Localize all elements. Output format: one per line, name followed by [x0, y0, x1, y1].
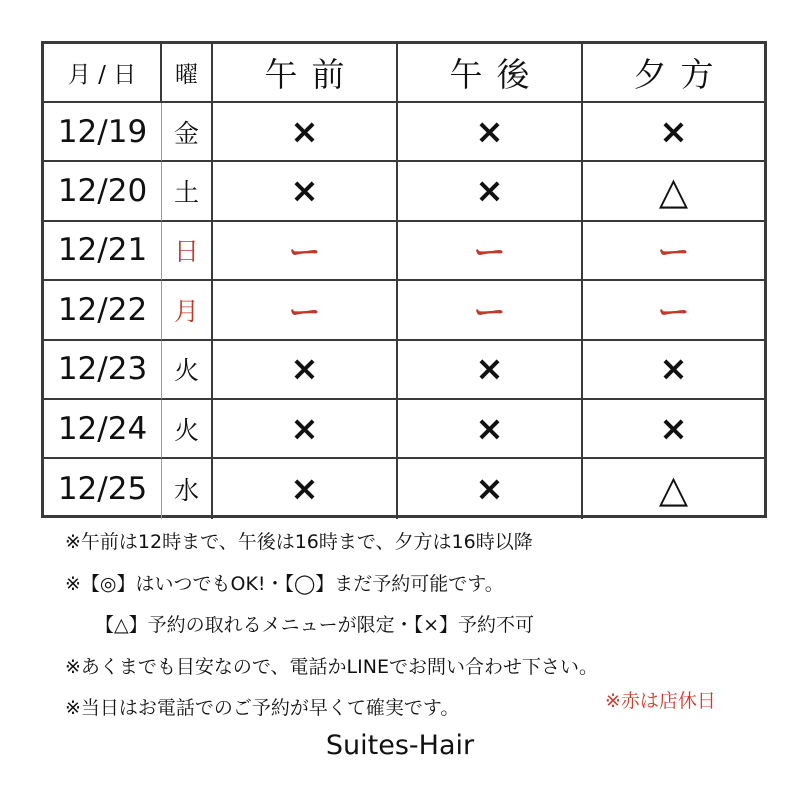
afternoon-availability: × — [398, 103, 583, 162]
shop-name: Suites-Hair — [325, 730, 475, 761]
note-same-day: ※当日はお電話でのご予約が早くて確実です。 — [65, 697, 460, 719]
row-date: 12/21 — [44, 222, 162, 281]
row-day-of-week: 水 — [162, 459, 213, 518]
morning-availability: ー — [213, 222, 398, 281]
header-afternoon: 午後 — [398, 44, 583, 103]
afternoon-availability: × — [398, 341, 583, 400]
morning-availability: × — [213, 103, 398, 162]
evening-availability: ー — [583, 281, 764, 340]
afternoon-availability: ー — [398, 281, 583, 340]
afternoon-availability: × — [398, 400, 583, 459]
note-time-ranges: ※午前は12時まで、午後は16時まで、夕方は16時以降 — [65, 531, 533, 553]
afternoon-availability: × — [398, 459, 583, 518]
row-date: 12/24 — [44, 400, 162, 459]
header-day-of-week: 曜 — [162, 44, 213, 103]
evening-availability: × — [583, 400, 764, 459]
row-day-of-week: 月 — [162, 281, 213, 340]
note-contact: ※あくまでも目安なので、電話かLINEでお問い合わせ下さい。 — [65, 655, 598, 678]
morning-availability: × — [213, 341, 398, 400]
evening-availability: △ — [583, 162, 764, 221]
row-day-of-week: 火 — [162, 400, 213, 459]
row-day-of-week: 金 — [162, 103, 213, 162]
row-day-of-week: 火 — [162, 341, 213, 400]
evening-availability: ー — [583, 222, 764, 281]
header-date: 月 / 日 — [44, 44, 162, 103]
row-date: 12/20 — [44, 162, 162, 221]
row-day-of-week: 日 — [162, 222, 213, 281]
row-date: 12/22 — [44, 281, 162, 340]
morning-availability: ー — [213, 281, 398, 340]
header-evening: 夕方 — [583, 44, 764, 103]
schedule-table — [41, 41, 767, 518]
afternoon-availability: ー — [398, 222, 583, 281]
note-legend-available: ※【◎】はいつでもOK!・【◯】まだ予約可能です。 — [65, 572, 504, 595]
morning-availability: × — [213, 459, 398, 518]
note-legend-limited: 【△】予約の取れるメニューが限定・【×】予約不可 — [95, 614, 535, 636]
morning-availability: × — [213, 162, 398, 221]
row-date: 12/25 — [44, 459, 162, 518]
row-day-of-week: 土 — [162, 162, 213, 221]
morning-availability: × — [213, 400, 398, 459]
row-date: 12/19 — [44, 103, 162, 162]
header-morning: 午前 — [213, 44, 398, 103]
evening-availability: × — [583, 341, 764, 400]
closed-day-note: ※赤は店休日 — [605, 690, 716, 712]
row-date: 12/23 — [44, 341, 162, 400]
evening-availability: × — [583, 103, 764, 162]
afternoon-availability: × — [398, 162, 583, 221]
evening-availability: △ — [658, 467, 689, 512]
